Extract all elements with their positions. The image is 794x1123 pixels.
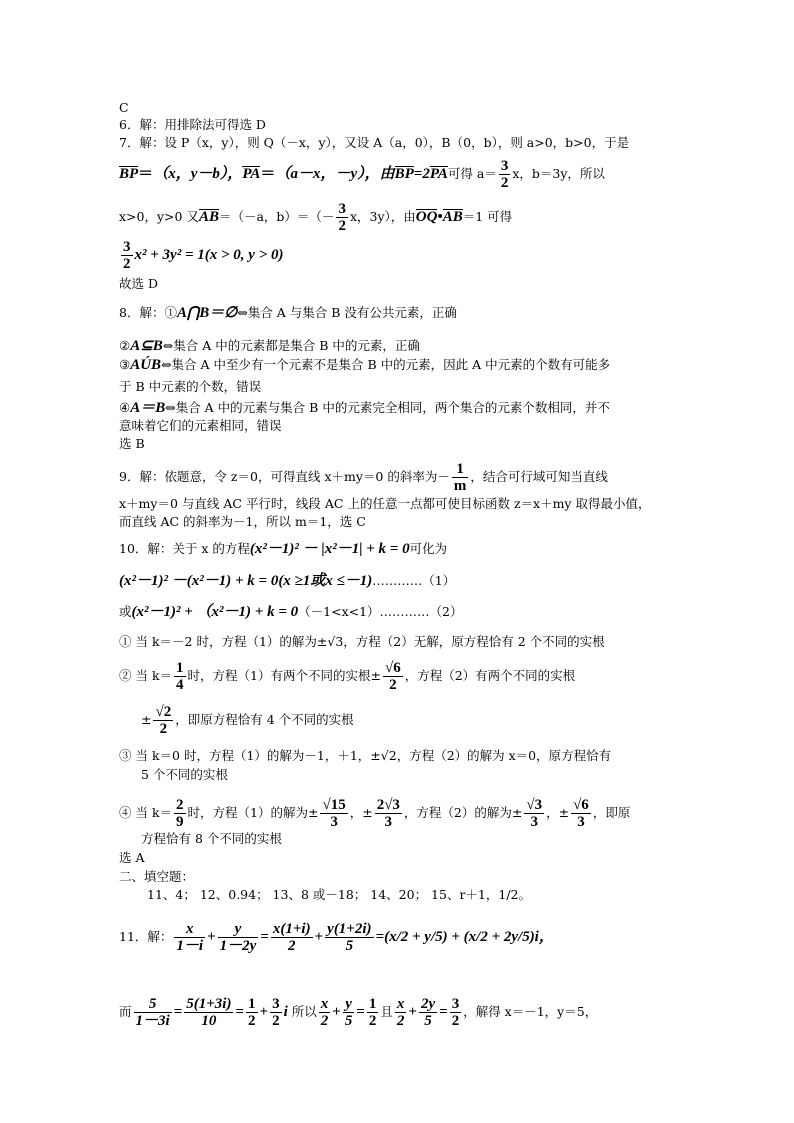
q7-line3	[119, 201, 512, 234]
q9-line2: x＋my＝0 与直线 AC 平行时，线段 AC 上的任意一点都可使目标函数 z＝x＋my 取得最小值，	[119, 496, 651, 511]
fill-answers: 11、4； 12、0.94； 13、8 或－18； 14、20； 15、r＋1，1/2。	[147, 887, 531, 902]
q7-pa-val: （a－x，－y），由	[275, 166, 395, 182]
frac-x1i-2	[271, 921, 313, 954]
q11-line1: 11．解： $\frac{x}{1-i}$ + $\frac{y}{1-2y}$ = $\frac{x(1+i)}{2}$ + $\frac{y(1+2i)}{5}$ =(x/2 + y/5) + (x/2 + 2y/5)i，	[119, 921, 554, 954]
q11-line2: 而 $\frac{5}{1-3i}$ = $\frac{5(1+3i)}{10}$ = $\frac{1}{2}$ + $\frac{3}{2}$ i 所以 $\frac{x}{2}$ + $\frac{y}{5}$ = $\frac{1}{2}$ 且 $\frac{x}{2}$ + $\frac{2y}{5}$ = $\frac{3}{2}$ ，解得 x＝－1，y＝5，	[119, 996, 598, 1029]
vector-oq: OQ	[415, 209, 438, 225]
frac-1-4	[174, 660, 186, 693]
q8-l3a: ③	[119, 357, 131, 372]
q7-result	[119, 239, 284, 272]
q7-ellipse-equation: x² + 3y² = 1(x > 0, y > 0)	[134, 247, 284, 263]
q10-c4e: ，±	[546, 805, 570, 820]
frac-1-2	[246, 996, 258, 1029]
frac-den: 5	[344, 1013, 353, 1029]
frac-num: √6	[573, 797, 589, 813]
vector-bp-2: BP	[394, 166, 414, 182]
q10-equation: (x²－1)² － |x²－1| + k = 0	[249, 541, 410, 557]
q7-l3d: ＝1 可得	[462, 209, 513, 224]
q11-eq-rest: =(x/2 + y/5) + (x/2 + 2y/5)i，	[375, 929, 554, 945]
frac-num: 1	[452, 461, 469, 478]
q10-c4c: ，±	[349, 805, 373, 820]
frac-sqrt6-2	[383, 660, 403, 693]
q8-l1b: ⇔集合 A 与集合 B 没有公共元素，正确	[237, 305, 457, 320]
q10-case3-cont: 5 个不同的实根	[141, 767, 228, 782]
q11-l2b: 所以	[291, 1004, 317, 1019]
frac-num: 2√3	[376, 797, 400, 813]
frac-1-2-b	[367, 996, 379, 1029]
q9-l1a: 9．解：依题意，令 z＝0，可得直线 x＋my＝0 的斜率为－	[119, 469, 450, 484]
q10-equation-2: (x²－1)² + （x²－1) + k = 0	[131, 604, 299, 620]
frac-den: 2	[123, 256, 131, 272]
frac-num-var: y	[428, 996, 436, 1012]
q8-intersection-expr: A⋂B＝∅	[176, 305, 238, 321]
q9-line1	[119, 461, 608, 494]
frac-den: 2	[396, 1013, 405, 1029]
q8-l3b: ⇔集合 A 中至少有一个元素不是集合 B 中的元素，因此 A 中元素的个数有可能多	[161, 357, 611, 372]
frac-num: 3	[451, 996, 460, 1012]
vector-pa: PA	[242, 166, 261, 182]
frac-num: 1	[176, 660, 184, 676]
frac-den: 3	[577, 814, 585, 830]
q10-choose: 选 A	[119, 850, 145, 865]
vector-ab: AB	[198, 209, 219, 225]
vector-ab-2: AB	[442, 209, 463, 225]
q10-c2b: 时，方程（1）有两个不同的实根±	[187, 668, 381, 683]
frac-3-2	[499, 158, 511, 191]
q10-l2b: …………（1）	[372, 573, 456, 588]
q10-l1b: 可化为	[409, 541, 448, 556]
q10-case2-cont	[141, 704, 354, 737]
q6-solution: 6．解：用排除法可得选 D	[119, 117, 266, 132]
frac-den: 3	[384, 814, 393, 830]
frac-num: y	[343, 996, 355, 1013]
frac-num: √6	[384, 660, 401, 676]
frac-den: 2	[451, 1013, 460, 1029]
frac-num: 5	[134, 996, 172, 1013]
vector-bp: BP	[119, 166, 139, 182]
q8-l2a: ②	[119, 338, 131, 353]
frac-num: 1	[248, 996, 256, 1012]
vector-pa-2: PA	[429, 166, 448, 182]
q7-line2: BP＝（x，y－b），PA＝（a－x，－y），由BP=2PA可得 a＝ $\frac{3}{2}$ x，b＝3y，所以	[119, 158, 605, 191]
frac-x-over	[174, 921, 205, 954]
frac-num: 3	[500, 158, 509, 174]
frac-sqrt2-2	[153, 704, 173, 737]
q10-c4b: 时，方程（1）的解为±	[187, 805, 319, 820]
frac-num: √15	[322, 797, 346, 813]
q10-case4	[119, 797, 630, 830]
frac-num: x(1+i)	[272, 921, 311, 937]
q8-line3	[119, 358, 610, 372]
frac-num: y(1+2i)	[327, 921, 372, 937]
q8-line2	[119, 339, 420, 353]
q7-eq2: =2	[413, 166, 430, 182]
frac-num: y	[218, 921, 259, 938]
q10-c4a: ④ 当 k＝	[119, 805, 173, 820]
q8-notsubset-expr: AÚB	[130, 357, 162, 373]
section2-title: 二、填空题：	[119, 869, 195, 884]
q8-line1	[119, 306, 457, 320]
frac-den: 2	[272, 1013, 280, 1029]
frac-y-over	[218, 921, 259, 954]
q10-l3a: 或	[119, 604, 132, 619]
q10-l3b: （－1<x<1）…………（2）	[298, 604, 463, 619]
q11-l2a: 而	[119, 1004, 132, 1019]
frac-sqrt3-3	[524, 797, 544, 830]
q10-case3: ③ 当 k＝0 时，方程（1）的解为－1，＋1，±√2，方程（2）的解为 x＝0，原方程恰有	[119, 748, 612, 763]
q10-line3	[119, 605, 463, 619]
q10-c4f: ，即原	[592, 805, 631, 820]
frac-2-9	[174, 797, 186, 830]
frac-513i-10	[184, 996, 233, 1029]
q8-l1a: 8．解：①	[119, 305, 177, 320]
frac-sqrt15-3	[320, 797, 347, 830]
q10-l1a: 10．解：关于 x 的方程	[119, 541, 250, 556]
frac-2y-5: $\frac{2y}{5}$	[420, 996, 436, 1029]
q10-case1: ① 当 k＝－2 时，方程（1）的解为±√3，方程（2）无解，原方程恰有 2 个不同的实根	[119, 634, 605, 649]
q10-c4d: ，方程（2）的解为±	[403, 805, 523, 820]
q8-l2b: ⇔集合 A 中的元素都是集合 B 中的元素，正确	[162, 338, 420, 353]
q7-xb: x，b＝3y，所以	[512, 166, 605, 181]
top-answer: C	[119, 100, 129, 115]
frac-den: m	[453, 478, 467, 494]
frac-num: x	[396, 996, 405, 1012]
frac-num: 1	[368, 996, 377, 1012]
frac-den: 2	[389, 677, 397, 693]
q7-bp-val: （x，y－b），	[153, 166, 243, 182]
frac-den: 2	[320, 1013, 329, 1029]
q10-c2c: ，方程（2）有两个不同的实根	[404, 668, 576, 683]
frac-num: 3	[338, 201, 346, 217]
q10-c2e: ，即原方程恰有 4 个不同的实根	[175, 712, 354, 727]
frac-den: 1－3i	[135, 1013, 170, 1029]
q11-l2c: 且	[380, 1004, 393, 1019]
frac-x-2-b	[395, 996, 407, 1029]
q10-line2	[119, 574, 455, 588]
q10-equation-1: (x²－1)² －(x²－1) + k = 0(x ≥1或x ≤－1)	[119, 573, 373, 589]
frac-num: √3	[526, 797, 543, 813]
q10-case4-cont: 方程恰有 8 个不同的实根	[141, 831, 282, 846]
dot-operator: •	[437, 209, 443, 225]
frac-den: 2	[248, 1013, 256, 1029]
frac-den: 4	[176, 677, 184, 693]
q8-choose: 选 B	[119, 436, 145, 451]
frac-1-m	[452, 461, 469, 494]
frac-den: 9	[176, 814, 184, 830]
frac-den: 3	[330, 814, 338, 830]
frac-num: 3	[272, 996, 280, 1012]
frac-den: 2	[159, 721, 168, 737]
frac-den: 5	[345, 938, 354, 954]
q10-c2a: ② 当 k＝	[119, 668, 173, 683]
q7-get-a: 可得 a＝	[447, 166, 497, 181]
frac-3-2-b	[336, 201, 348, 234]
frac-y-5	[343, 996, 355, 1029]
q11-label: 11．解：	[119, 929, 173, 944]
frac-den: 3	[530, 814, 538, 830]
frac-5-13i	[134, 996, 172, 1029]
frac-num: x	[174, 921, 205, 938]
q9-l1b: ，结合可行域可知当直线	[470, 469, 608, 484]
frac-num: √2	[155, 704, 172, 720]
frac-den: 2	[500, 175, 509, 191]
q7-choose: 故选 D	[119, 276, 158, 291]
q7-l3b: ＝（－a，b）＝（－	[218, 209, 335, 224]
frac-den: 2	[338, 218, 346, 234]
q8-equal-expr: A＝B	[130, 400, 166, 416]
frac-sqrt6-3	[571, 797, 591, 830]
q8-l5a: ④	[119, 400, 131, 415]
frac-den: 1－2y	[219, 938, 257, 954]
q8-line5	[119, 401, 610, 415]
frac-3-2-c	[121, 239, 133, 272]
frac-num: 5(1+3i)	[186, 996, 232, 1012]
frac-2sqrt3-3	[375, 797, 402, 830]
frac-x-2	[319, 996, 331, 1029]
q7-line1: 7．解：设 P（x，y），则 Q（－x，y），又设 A（a，0），B（0，b），则 a>0，b>0，于是	[119, 135, 630, 150]
q11-l2d: ，解得 x＝－1，y＝5，	[463, 1004, 598, 1019]
frac-den: 2	[287, 938, 296, 954]
frac-den: 5	[424, 1013, 432, 1029]
q8-subset-expr: A⊆B	[130, 338, 163, 354]
q10-line1	[119, 542, 447, 556]
frac-den: 10	[201, 1013, 217, 1029]
frac-y12i-5	[325, 921, 373, 954]
frac-3-2-d	[270, 996, 282, 1029]
q9-line3: 而直线 AC 的斜率为－1，所以 m＝1，选 C	[119, 514, 366, 529]
q8-l5b: ⇔集合 A 中的元素与集合 B 中的元素完全相同，两个集合的元素个数相同，并不	[165, 400, 610, 415]
q8-line6: 意味着它们的元素相同，错误	[119, 418, 282, 433]
frac-num: x	[320, 996, 329, 1012]
q10-case2	[119, 660, 575, 693]
q7-l3c: x，3y），由	[349, 209, 416, 224]
frac-num: 3	[123, 239, 131, 255]
frac-3-2-e	[450, 996, 462, 1029]
q7-l3a: x>0，y>0 又	[119, 209, 199, 224]
frac-den: 1－i	[176, 938, 204, 954]
frac-num: 2	[176, 797, 184, 813]
q8-line4: 于 B 中元素的个数，错误	[119, 379, 262, 394]
q10-c2d: ±	[141, 712, 152, 727]
frac-den: 2	[368, 1013, 377, 1029]
